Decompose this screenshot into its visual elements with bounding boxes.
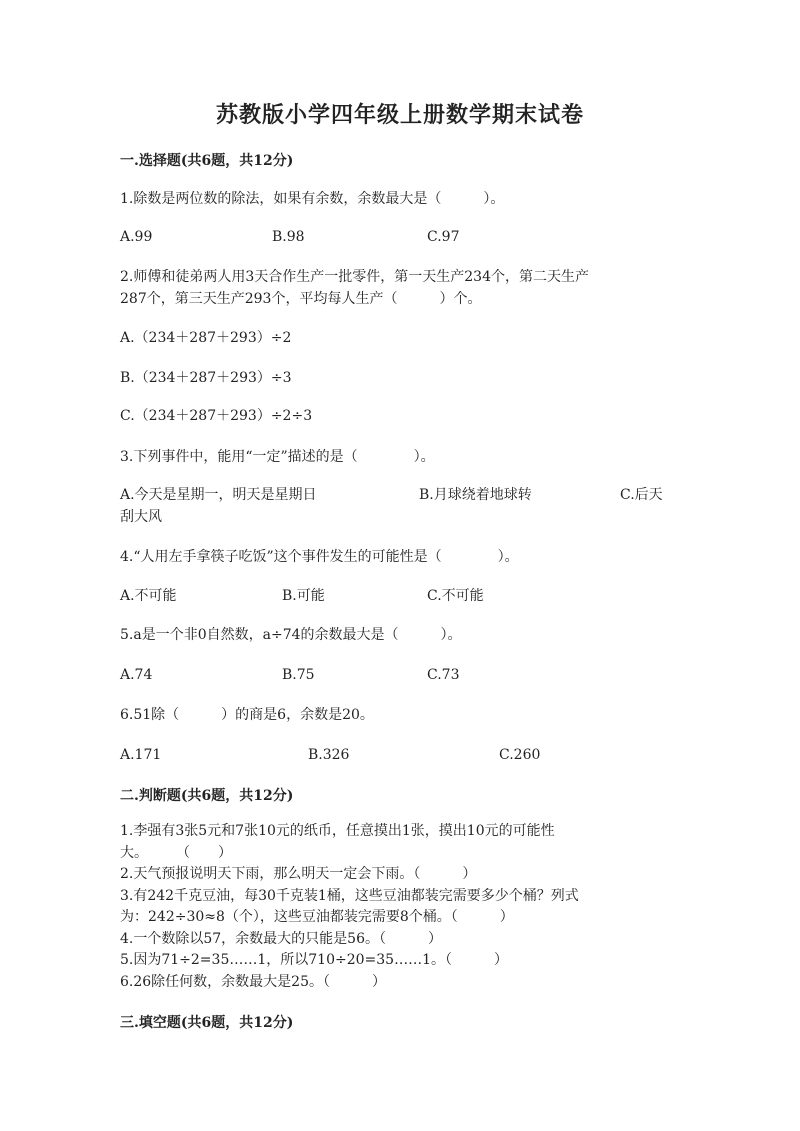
question-2-line-1: 2.师傅和徒弟两人用3天合作生产一批零件，第一天生产234个，第二天生产: [120, 269, 589, 285]
question-2-line-2: 287个，第三天生产293个，平均每人生产（ ）个。: [120, 291, 482, 307]
question-5-text: 5.a是一个非0自然数，a÷74的余数最大是（ ）。: [120, 627, 462, 643]
section-heading-fill: 三.填空题(共6题，共12分): [120, 1015, 294, 1031]
section-heading-judgement: 二.判断题(共6题，共12分): [120, 788, 294, 804]
option-c: C.260: [499, 747, 541, 763]
option-c: C.后天: [620, 487, 663, 503]
question-5-options: [120, 664, 680, 686]
option-a: A.99: [120, 229, 153, 245]
question-6-options: [120, 744, 680, 766]
question-1-text: 1.除数是两位数的除法，如果有余数，余数最大是（ ）。: [120, 191, 505, 207]
option-b: B.98: [272, 229, 305, 245]
option-b: B.75: [282, 667, 315, 683]
option-c: C.73: [427, 667, 460, 683]
option-c: C.（234＋287＋293）÷2÷3: [120, 408, 313, 424]
option-a: A.171: [120, 747, 162, 763]
option-a: A.（234＋287＋293）÷2: [120, 330, 292, 346]
question-2-option-a: [120, 327, 680, 349]
option-a: A.今天是星期一，明天是星期日: [120, 487, 317, 503]
question-3-text: 3.下列事件中，能用“一定”描述的是（ ）。: [120, 449, 435, 465]
question-2-text: [120, 266, 680, 310]
judgement-line: 为：242÷30≈8（个），这些豆油都装完需要8个桶。（ ）: [120, 909, 514, 925]
question-4-options: [120, 585, 680, 607]
question-4-text: 4.“人用左手拿筷子吃饭”这个事件发生的可能性是（ ）。: [120, 549, 519, 565]
option-a: A.74: [120, 667, 153, 683]
judgement-line: 大。 （ ）: [120, 844, 232, 861]
option-a: A.不可能: [120, 588, 177, 604]
option-c: C.97: [427, 229, 460, 245]
judgement-line: 3.有242千克豆油，每30千克装1桶，这些豆油都装完需要多少个桶？列式: [120, 887, 579, 904]
question-1-options: [120, 226, 680, 248]
question-3-options: [120, 484, 680, 528]
option-c-continued: 刮大风: [120, 509, 162, 525]
judgement-line: 2.天气预报说明天下雨，那么明天一定会下雨。（ ）: [120, 866, 477, 882]
option-c: C.不可能: [427, 588, 484, 604]
judgement-line: 4.一个数除以57，余数最大的只能是56。（ ）: [120, 930, 442, 947]
page-title: 苏教版小学四年级上册数学期末试卷: [215, 102, 584, 128]
question-2-option-b: [120, 367, 680, 389]
judgement-line: 1.李强有3张5元和7张10元的纸币，任意摸出1张，摸出10元的可能性: [120, 823, 555, 839]
judgement-line: 6.26除任何数，余数最大是25。（ ）: [120, 973, 386, 990]
option-b: B.可能: [282, 588, 325, 604]
question-6-text: 6.51除（ ）的商是6，余数是20。: [120, 707, 374, 723]
option-b: B.（234＋287＋293）÷3: [120, 370, 292, 386]
judgement-line: 5.因为71÷2=35……1，所以710÷20=35……1。（ ）: [120, 952, 508, 968]
judgement-list: [120, 821, 680, 993]
section-heading-choice: 一.选择题(共6题，共12分): [120, 153, 294, 169]
question-2-option-c: [120, 405, 680, 427]
option-b: B.月球绕着地球转: [419, 487, 532, 503]
option-b: B.326: [308, 747, 350, 763]
